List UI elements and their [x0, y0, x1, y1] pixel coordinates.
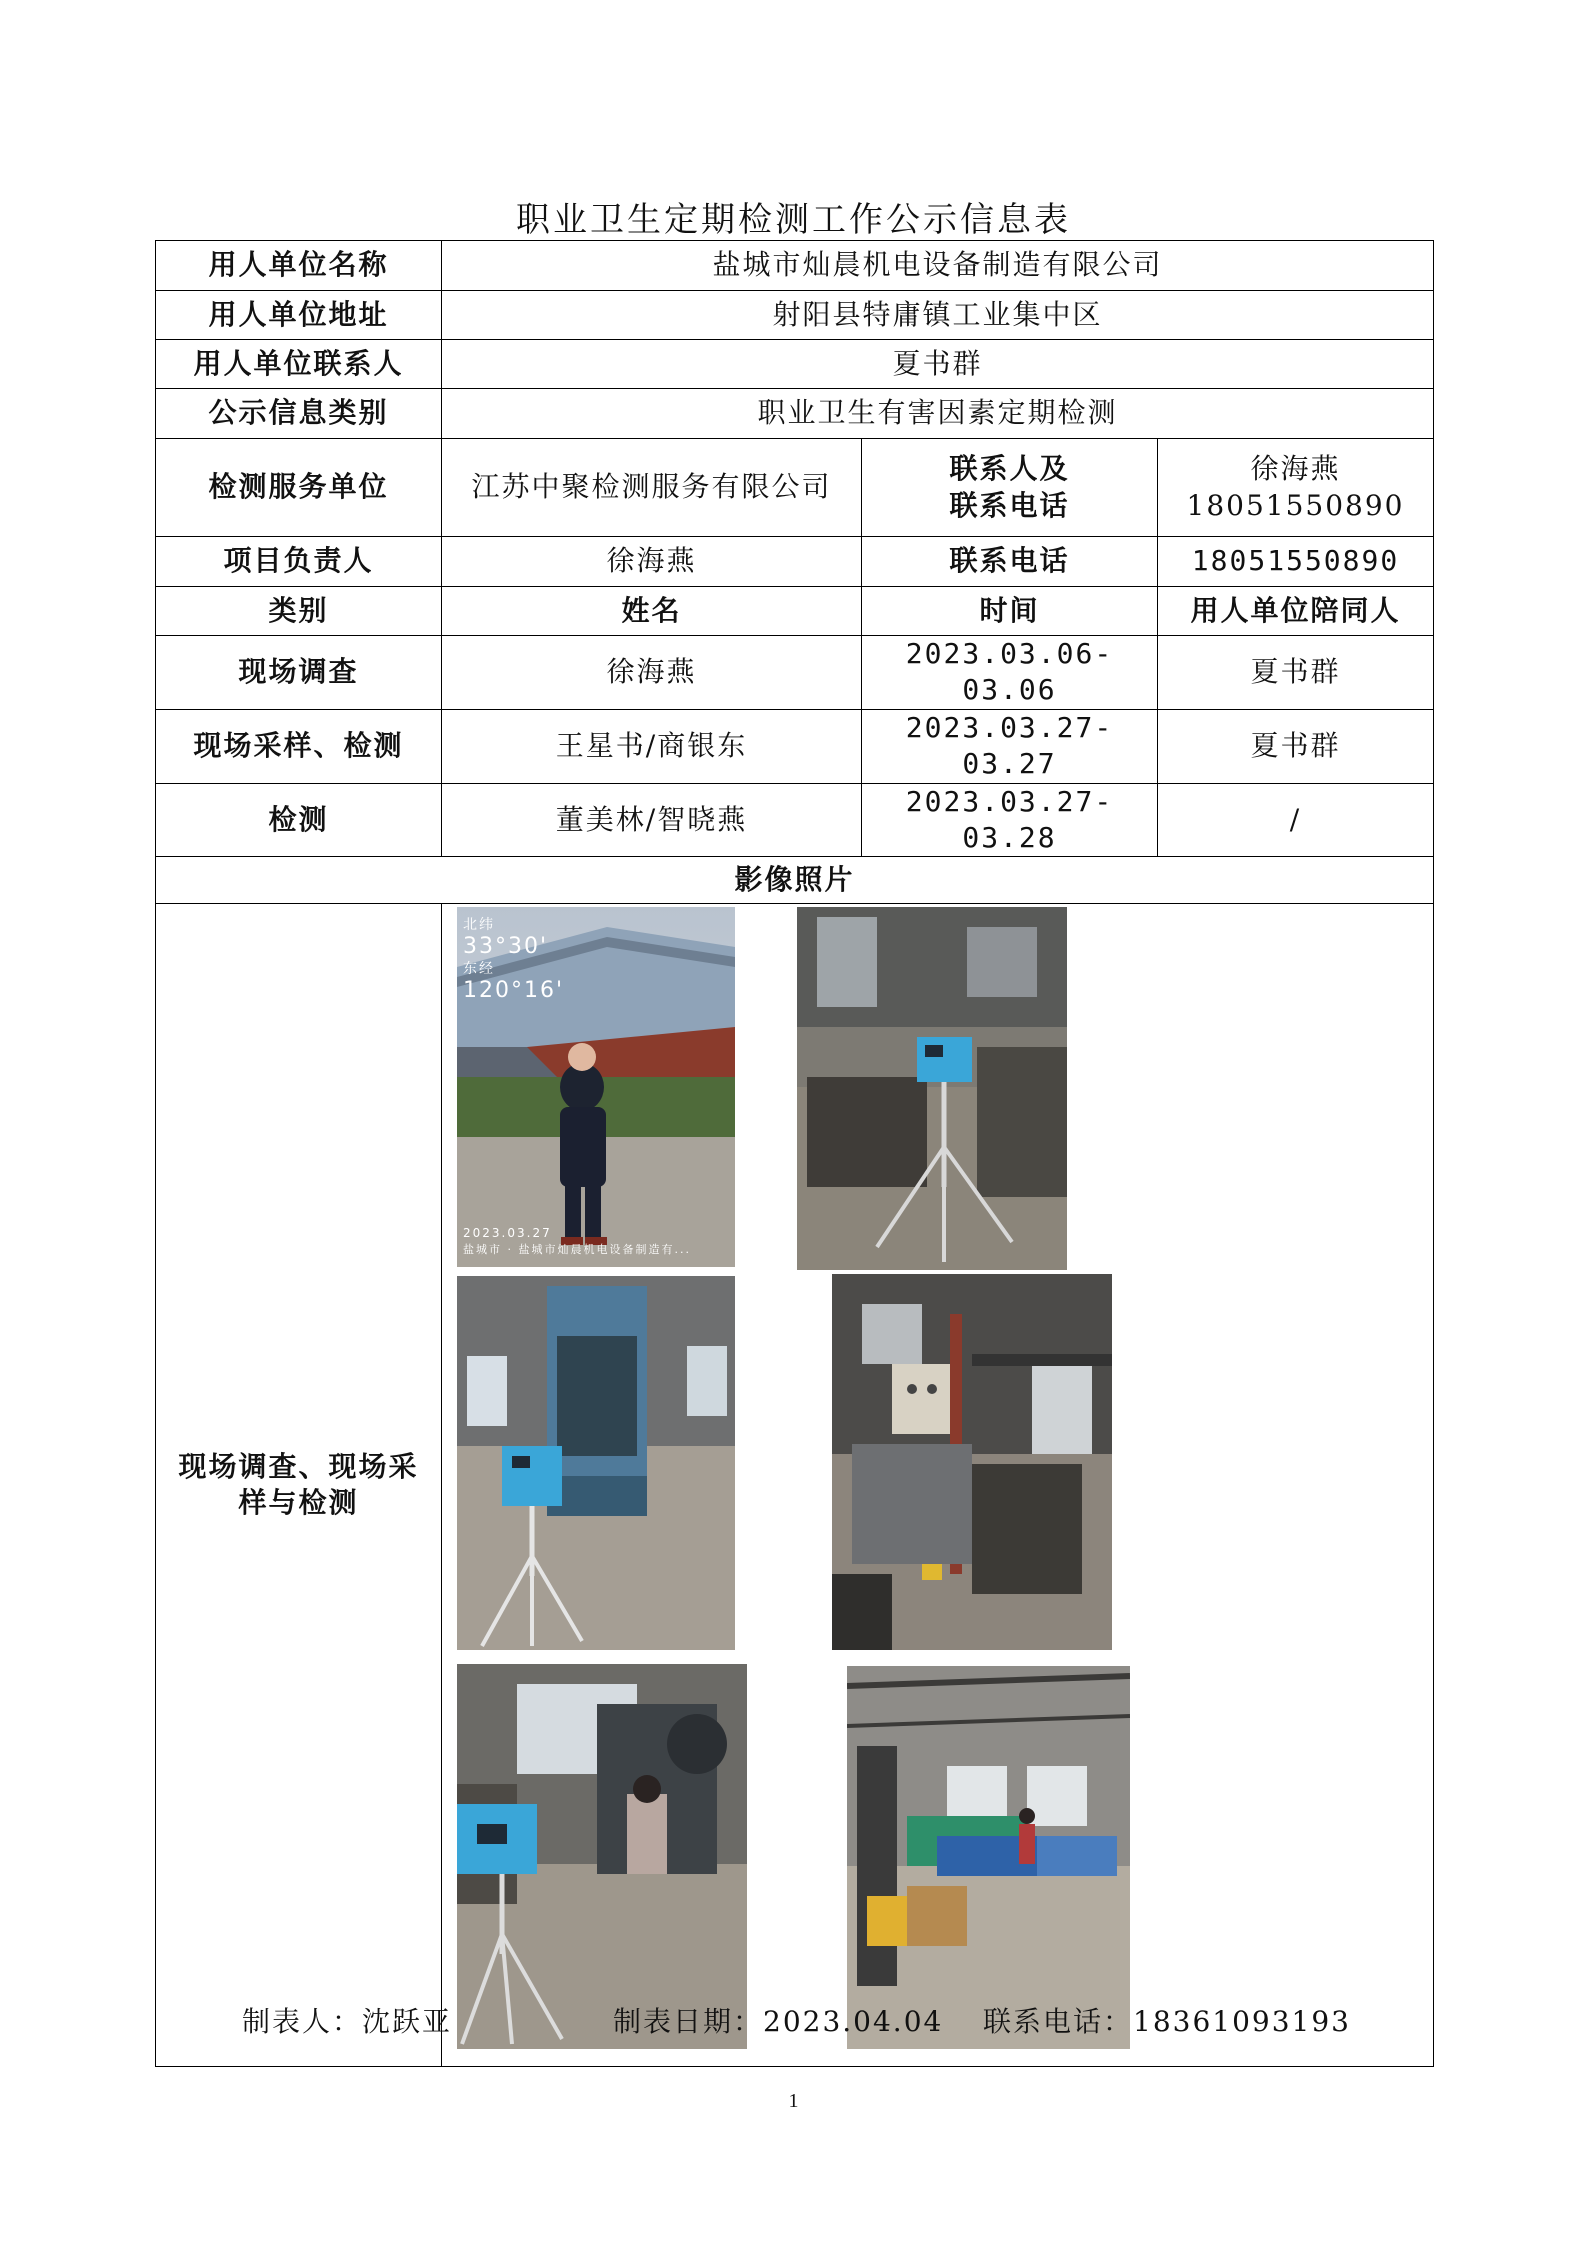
photo-overlay-place: 盐城市 · 盐城市灿晨机电设备制造有...: [463, 1243, 691, 1257]
schedule-name: 董美林/智晓燕: [442, 783, 862, 857]
schedule-header-time: 时间: [862, 587, 1158, 636]
row-unit-address: [156, 291, 1434, 340]
photo-overlay-date: 2023.03.27: [463, 1226, 552, 1241]
schedule-type: 现场调查: [156, 636, 442, 710]
service-contact-label-line2: 联系电话: [949, 488, 1070, 522]
page-number: 1: [788, 2090, 799, 2112]
service-contact-label-line1: 联系人及: [949, 452, 1070, 486]
photo-overlay-direction: 北纬: [463, 917, 495, 934]
schedule-type: 检测: [156, 783, 442, 857]
schedule-header-escort: 用人单位陪同人: [1158, 587, 1434, 636]
schedule-time: 2023.03.06-03.06: [862, 636, 1158, 710]
schedule-time: 2023.03.27-03.28: [862, 783, 1158, 857]
service-contact-label: [862, 439, 1158, 537]
photo-meter-press: [457, 1664, 747, 2049]
schedule-header-name: 姓名: [442, 587, 862, 636]
row-unit-contact: [156, 340, 1434, 389]
photo-control-panel: [832, 1274, 1112, 1650]
photo-overlay-dir2: 东经: [463, 961, 495, 978]
schedule-header-type: 类别: [156, 587, 442, 636]
photo-workshop-interior: [847, 1666, 1130, 2049]
meter-workshop-image: [797, 907, 1067, 1270]
meter-press-image: [457, 1664, 747, 2049]
control-panel-image: [832, 1274, 1112, 1650]
footer-date: 制表日期：2023.04.04: [613, 2005, 944, 2038]
photo-meter-machine: [457, 1276, 735, 1650]
row-unit-name: [156, 241, 1434, 291]
unit-name-value: 盐城市灿晨机电设备制造有限公司: [442, 241, 1434, 291]
pm-phone-value: 18051550890: [1158, 537, 1434, 587]
meter-machine-image: [457, 1276, 735, 1650]
service-contact-value: [1158, 439, 1434, 537]
document-title: 职业卫生定期检测工作公示信息表: [516, 200, 1071, 240]
photo-site-entrance: [457, 907, 735, 1267]
footer-maker: 制表人：沈跃亚: [242, 2005, 453, 2038]
schedule-name: 王星书/商银东: [442, 709, 862, 783]
photos-header-row: [156, 857, 1434, 904]
service-unit-label: 检测服务单位: [156, 439, 442, 537]
schedule-row: [156, 783, 1434, 857]
schedule-row: [156, 636, 1434, 710]
info-category-label: 公示信息类别: [156, 389, 442, 439]
photos-header: 影像照片: [156, 857, 1434, 904]
unit-contact-label: 用人单位联系人: [156, 340, 442, 389]
pm-phone-label: 联系电话: [862, 537, 1158, 587]
service-contact-name: 徐海燕: [1250, 452, 1341, 486]
photos-cell: [442, 904, 1434, 2067]
site-entrance-image: [457, 907, 735, 1267]
photo-meter-workshop: [797, 907, 1067, 1270]
project-manager-label: 项目负责人: [156, 537, 442, 587]
schedule-escort: 夏书群: [1158, 709, 1434, 783]
schedule-row: [156, 709, 1434, 783]
info-table: [155, 240, 1434, 2067]
schedule-time: 2023.03.27-03.27: [862, 709, 1158, 783]
schedule-name: 徐海燕: [442, 636, 862, 710]
photos-row: [156, 904, 1434, 2067]
unit-name-label: 用人单位名称: [156, 241, 442, 291]
photos-label-line2: 样与检测: [238, 1486, 359, 1520]
service-contact-phone: 18051550890: [1186, 488, 1405, 522]
unit-address-label: 用人单位地址: [156, 291, 442, 340]
row-project-manager: [156, 537, 1434, 587]
service-unit-value: 江苏中聚检测服务有限公司: [442, 439, 862, 537]
row-service-unit: [156, 439, 1434, 537]
info-category-value: 职业卫生有害因素定期检测: [442, 389, 1434, 439]
schedule-escort: /: [1158, 783, 1434, 857]
row-info-category: [156, 389, 1434, 439]
photo-overlay-lon: 120°16': [463, 978, 565, 1004]
schedule-escort: 夏书群: [1158, 636, 1434, 710]
unit-contact-value: 夏书群: [442, 340, 1434, 389]
project-manager-value: 徐海燕: [442, 537, 862, 587]
schedule-type: 现场采样、检测: [156, 709, 442, 783]
photos-label: [156, 904, 442, 2067]
photo-overlay-lat: 33°30': [463, 934, 549, 960]
schedule-header-row: [156, 587, 1434, 636]
unit-address-value: 射阳县特庸镇工业集中区: [442, 291, 1434, 340]
photos-label-line1: 现场调查、现场采: [178, 1449, 419, 1483]
footer-phone: 联系电话：18361093193: [983, 2005, 1351, 2038]
workshop-interior-image: [847, 1666, 1130, 2049]
